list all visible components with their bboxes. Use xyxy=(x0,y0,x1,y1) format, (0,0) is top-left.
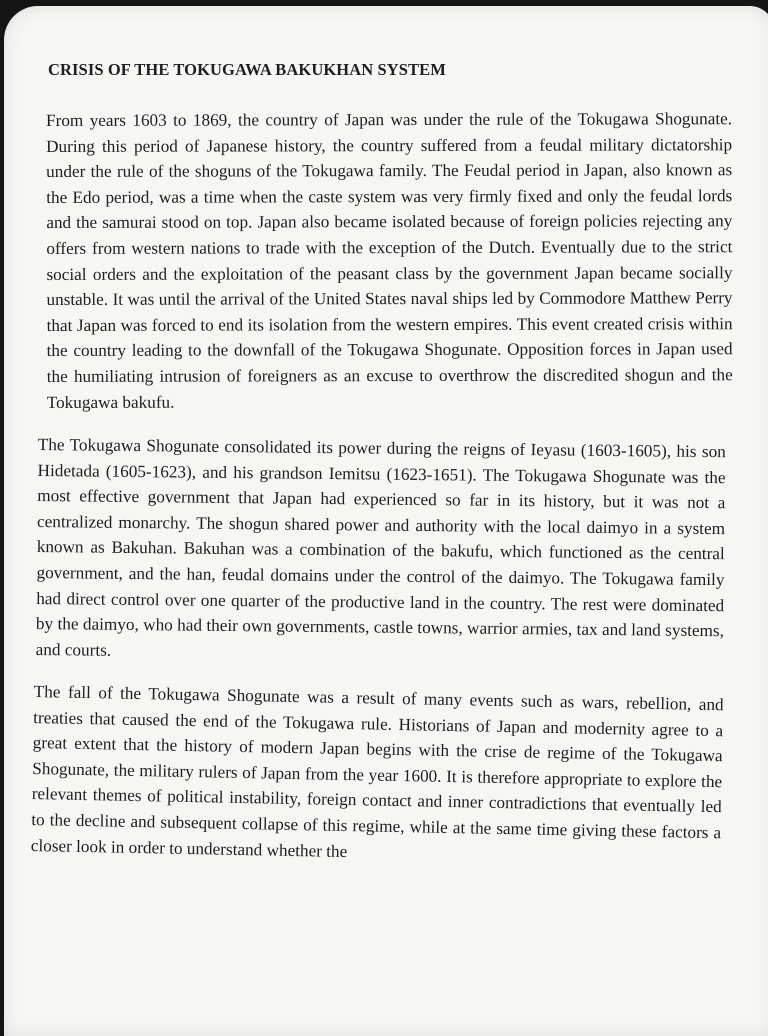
document-title: CRISIS OF THE TOKUGAWA BAKUKHAN SYSTEM xyxy=(48,60,446,79)
document-page xyxy=(4,6,768,1036)
paragraph-3: The fall of the Tokugawa Shogunate was a result of many events such as wars, rebellion, and treaties that caused the end of the Tokugawa rule. Historians of Japan and modernity agree to a great extent that the history of modern Japan begins with the crise de regime of the Tokugawa Shogunate, the military rulers of Japan from the year 1600. It is therefore appropriate to explore the relevant themes of political instability, foreign contact and inner contradictions that eventually led to the decline and subsequent collapse of this regime, while at the same time giving these factors a closer look in order to understand whether the xyxy=(30,682,724,862)
paragraph-1: From years 1603 to 1869, the country of Japan was under the rule of the Tokugawa Shogunate. During this period of Japanese history, the country suffered from a feudal military dictatorship under the rule of the shoguns of the Tokugawa family. The Feudal period in Japan, also known as the Edo period, was a time when the caste system was very firmly fixed and only the feudal lords and the samurai stood on top. Japan also became isolated because of foreign policies rejecting any offers from western nations to trade with the exception of the Dutch. Eventually due to the strict social orders and the exploitation of the peasant class by the government Japan became socially unstable. It was until the arrival of the United States naval ships led by Commodore Matthew Perry that Japan was forced to end its isolation from the western empires. This event created crisis within the country leading to the downfall of the Tokugawa Shogunate. Opposition forces in Japan used the humiliating intrusion of foreigners as an excuse to overthrow the discredited shogun and the Tokugawa bakufu. xyxy=(46,109,733,412)
document-body xyxy=(30,50,733,876)
paragraph-2: The Tokugawa Shogunate consolidated its power during the reigns of Ieyasu (1603-1605), his son Hidetada (1605-1623), and his grandson Iemitsu (1623-1651). The Tokugawa Shogunate was the most effective government that Japan had experienced so far in its history, but it was not a centralized monarchy. The shogun shared power and authority with the local daimyo in a system known as Bakuhan. Bakuhan was a combination of the bakufu, which functioned as the central government, and the han, feudal domains under the control of the daimyo. The Tokugawa family had direct control over one quarter of the productive land in the country. The rest were dominated by the daimyo, who had their own governments, castle towns, warrior armies, tax and land systems, and courts. xyxy=(35,435,726,660)
